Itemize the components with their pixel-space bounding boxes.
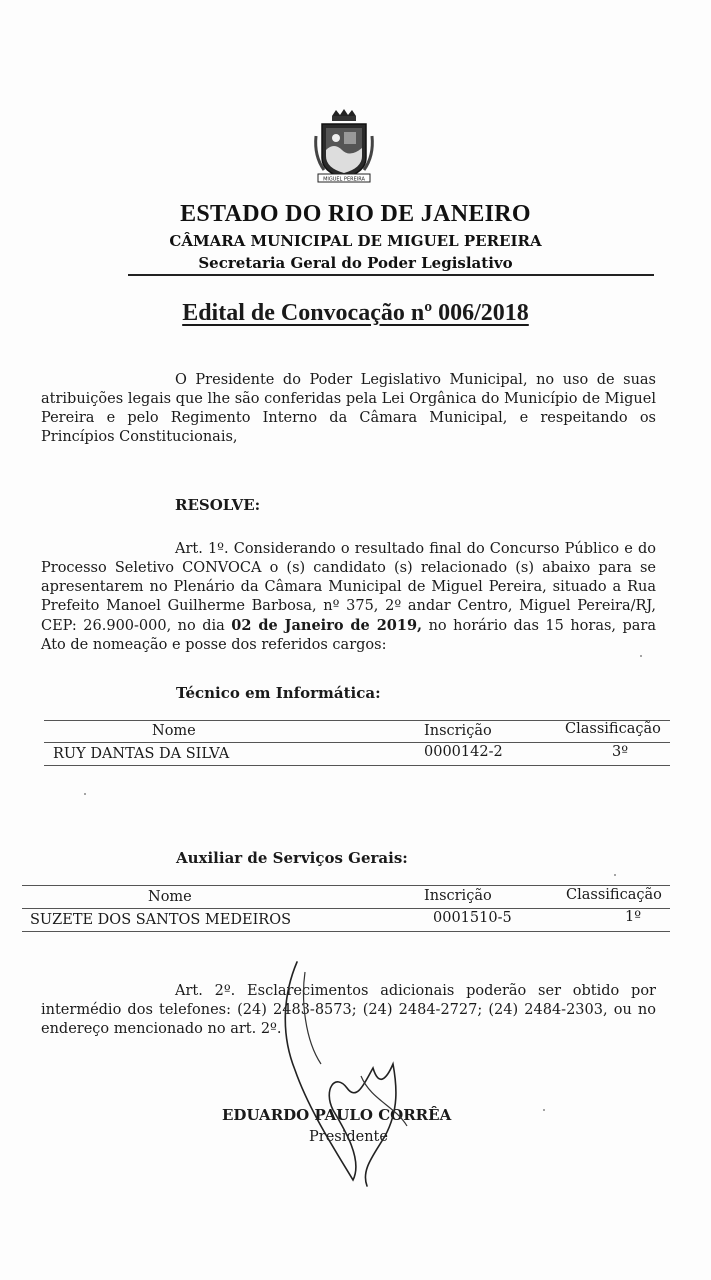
section-title-tecnico: Técnico em Informática:: [176, 684, 381, 702]
column-header-inscricao: Inscrição: [424, 723, 492, 739]
table-cell-name: RUY DANTAS DA SILVA: [53, 746, 230, 762]
header-divider: [128, 274, 654, 276]
table-cell-name: SUZETE DOS SANTOS MEDEIROS: [30, 912, 292, 928]
section-title-auxiliar: Auxiliar de Serviços Gerais:: [176, 849, 408, 867]
signatory-role: Presidente: [309, 1129, 388, 1145]
municipal-crest-icon: [312, 106, 376, 186]
crest-label: MIGUEL PEREIRA: [323, 176, 365, 183]
article-1-date: 02 de Janeiro de 2019,: [231, 617, 423, 634]
header-chamber: CÂMARA MUNICIPAL DE MIGUEL PEREIRA: [169, 232, 542, 250]
article-2-paragraph: Art. 2º. Esclarecimentos adicionais poderão ser obtido por intermédio dos telefones: (24) 2483-8573; (24) 2484-2727; (24) 2484-2303, ou no endereço mencionado no art. 2º.: [41, 983, 656, 1037]
table-rule-top: [22, 885, 670, 886]
column-header-classificacao: Classificação: [566, 887, 662, 903]
preamble-paragraph: O Presidente do Poder Legislativo Municipal, no uso de suas atribuições legais que lhe são conferidas pela Lei Orgânica do Município de Miguel Pereira e pelo Regimento Interno da Câmara Municipal, e respeitando os Princípios Constitucionais,: [41, 372, 656, 445]
article-1-text-after: no horário das 15 horas, para Ato de nomeação e posse dos referidos cargos:: [41, 618, 657, 653]
table-cell-classificacao: 1º: [625, 909, 642, 925]
column-header-inscricao: Inscrição: [424, 888, 492, 904]
table-rule-mid: [22, 908, 670, 909]
header-state: ESTADO DO RIO DE JANEIRO: [180, 201, 531, 227]
table-cell-inscricao: 0001510-5: [433, 910, 512, 926]
table-rule-bottom: [44, 765, 670, 766]
scan-speck: [640, 655, 642, 657]
table-cell-inscricao: 0000142-2: [424, 744, 503, 760]
scan-speck: [614, 874, 616, 876]
scan-speck: [543, 1109, 545, 1111]
column-header-classificacao: Classificação: [565, 721, 661, 737]
scan-speck: [84, 793, 86, 795]
column-header-nome: Nome: [152, 723, 196, 739]
resolve-heading: RESOLVE:: [175, 496, 261, 514]
header-secretariat: Secretaria Geral do Poder Legislativo: [198, 254, 513, 272]
article-1-paragraph: [41, 540, 656, 655]
table-cell-classificacao: 3º: [612, 744, 629, 760]
edital-title: Edital de Convocação nº 006/2018: [182, 300, 529, 326]
table-rule-mid: [44, 742, 670, 743]
signatory-name: EDUARDO PAULO CORRÊA: [222, 1106, 452, 1124]
article-1-text-before: Art. 1º. Considerando o resultado final do Concurso Público e do Processo Seletivo CONVOCA o (s) candidato (s) relacionado (s) abaixo para se apresentarem no Plenário da Câmara Municipal de Miguel Pereira, situado a Rua Prefeito Manoel Guilherme Barbosa, nº 375, 2º andar Centro, Miguel Pereira/RJ, CEP: 26.900-000, no dia: [41, 541, 656, 634]
table-rule-bottom: [22, 931, 670, 932]
column-header-nome: Nome: [148, 889, 192, 905]
